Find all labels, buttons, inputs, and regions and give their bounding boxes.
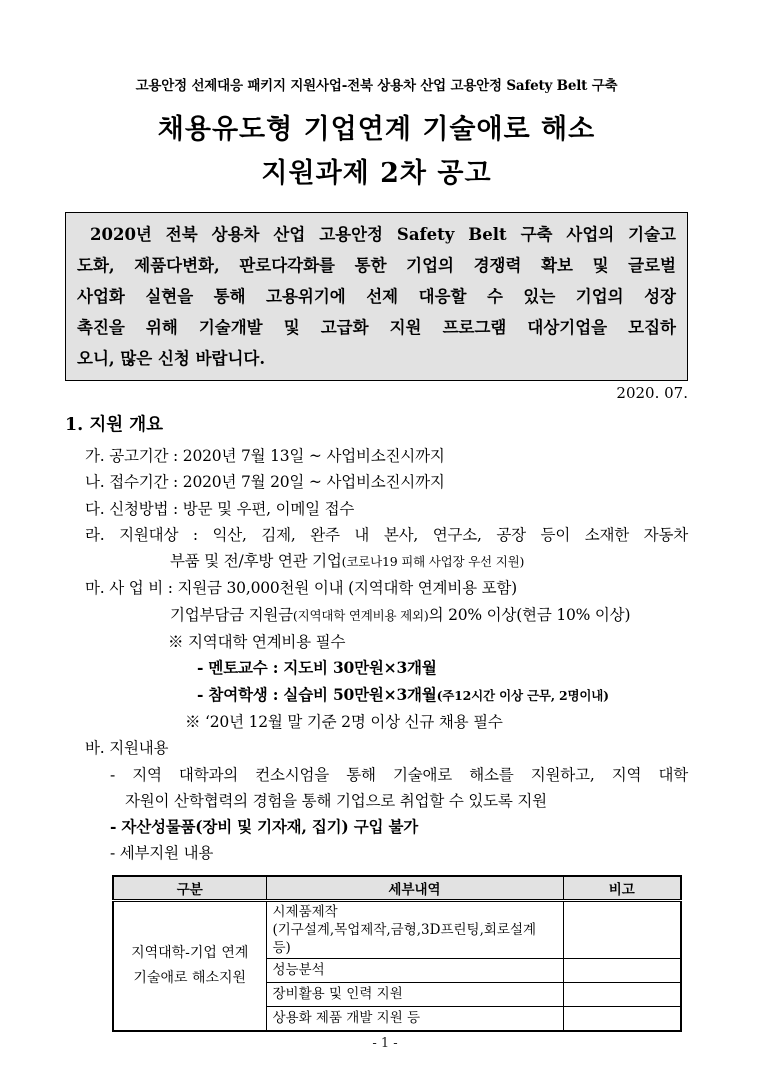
remark-cell: [563, 900, 681, 958]
item-application-period: 나. 접수기간 : 2020년 7월 20일 ~ 사업비소진시까지: [85, 473, 445, 492]
document-title: [65, 108, 688, 196]
detail-line: 시제품제작: [272, 903, 338, 920]
student-participant-line: [197, 682, 688, 709]
publication-date: 2020. 07.: [616, 384, 688, 402]
table-header-remark: 비고: [563, 876, 681, 901]
item-budget-line1: 마. 사 업 비 : 지원금 30,000천원 이내 (지역대학 연계비용 포함): [85, 579, 517, 598]
note-university-cost: ※ 지역대학 연계비용 필수: [168, 633, 346, 652]
note-new-hiring: ※ ‘20년 12월 말 기준 2명 이상 신규 채용 필수: [185, 712, 503, 731]
document-title-line1: 채용유도형 기업연계 기술애로 해소: [157, 114, 596, 145]
notice-line: 사업화 실현을 통해 고용위기에 선제 대응할 수 있는 기업의 성장: [77, 287, 676, 306]
item-support-target-line1: 라. 지원대상 : 익산, 김제, 완주 내 본사, 연구소, 공장 등이 소재한 자동차: [85, 525, 688, 544]
budget-text: 기업부담금 지원금: [170, 605, 293, 624]
support-detail-label: - 세부지원 내용: [110, 844, 214, 863]
section-heading: 1. 지원 개요: [65, 415, 164, 435]
asset-purchase-restriction: - 자산성물품(장비 및 기자재, 집기) 구입 불가: [110, 817, 419, 837]
detail-cell: 상용화 제품 개발 지원 등: [266, 1006, 563, 1031]
item-budget-line2: [170, 602, 688, 629]
support-content-desc-line2: 자원이 산학협력의 경험을 통해 기업으로 취업할 수 있도록 지원: [125, 791, 547, 810]
target-text: 부품 및 전/후방 연관 기업: [170, 552, 342, 571]
mentor-professor-line: - 멘토교수 : 지도비 30만원×3개월: [197, 658, 437, 678]
student-text: - 참여학생 : 실습비 50만원×3개월: [197, 684, 437, 704]
table-header-category: 구분: [113, 876, 266, 901]
group-label-line1: 지역대학-기업 연계: [131, 944, 249, 961]
student-note: (주12시간 이상 근무, 2명이내): [436, 687, 609, 703]
notice-box: [65, 212, 688, 381]
document-title-line2: 지원과제 2차 공고: [261, 158, 492, 189]
program-subtitle: 고용안정 선제대응 패키지 지원사업-전북 상용차 산업 고용안정 Safety Belt 구축: [135, 78, 618, 94]
notice-line: 촉진을 위해 기술개발 및 고급화 지원 프로그램 대상기업을 모집하: [77, 318, 676, 337]
target-note: (코로나19 피해 사업장 우선 지원): [341, 554, 525, 570]
item-support-content: 바. 지원내용: [85, 739, 169, 758]
budget-note: (지역대학 연계비용 제외): [292, 607, 429, 623]
table-header-row: [113, 876, 681, 901]
support-content-desc-line1: - 지역 대학과의 컨소시엄을 통해 기술애로 해소를 지원하고, 지역 대학: [110, 765, 688, 784]
support-detail-table: [112, 875, 682, 1032]
remark-cell: [563, 982, 681, 1006]
group-cell: [113, 900, 266, 1031]
notice-line: 오니, 많은 신청 바랍니다.: [77, 349, 266, 368]
detail-cell: 성능분석: [266, 958, 563, 982]
remark-cell: [563, 958, 681, 982]
item-application-method: 다. 신청방법 : 방문 및 우편, 이메일 접수: [85, 499, 355, 518]
item-support-target-line2: [170, 548, 688, 575]
notice-line: 2020년 전북 상용차 산업 고용안정 Safety Belt 구축 사업의 기술고: [90, 225, 676, 244]
remark-cell: [563, 1006, 681, 1031]
notice-line: 도화, 제품다변화, 판로다각화를 통한 기업의 경쟁력 확보 및 글로벌: [77, 256, 676, 275]
group-label-line2: 기술애로 해소지원: [133, 969, 247, 986]
table-row: [113, 900, 681, 958]
item-announcement-period: 가. 공고기간 : 2020년 7월 13일 ~ 사업비소진시까지: [85, 447, 445, 465]
page-number: - 1 -: [372, 1036, 398, 1051]
table-header-detail: 세부내역: [266, 876, 563, 901]
detail-cell: [266, 900, 563, 958]
detail-cell: 장비활용 및 인력 지원: [266, 982, 563, 1006]
budget-text-tail: 의 20% 이상(현금 10% 이상): [428, 605, 631, 624]
detail-line: (기구설계,목업제작,금형,3D프린팅,회로설계 등): [272, 921, 537, 956]
